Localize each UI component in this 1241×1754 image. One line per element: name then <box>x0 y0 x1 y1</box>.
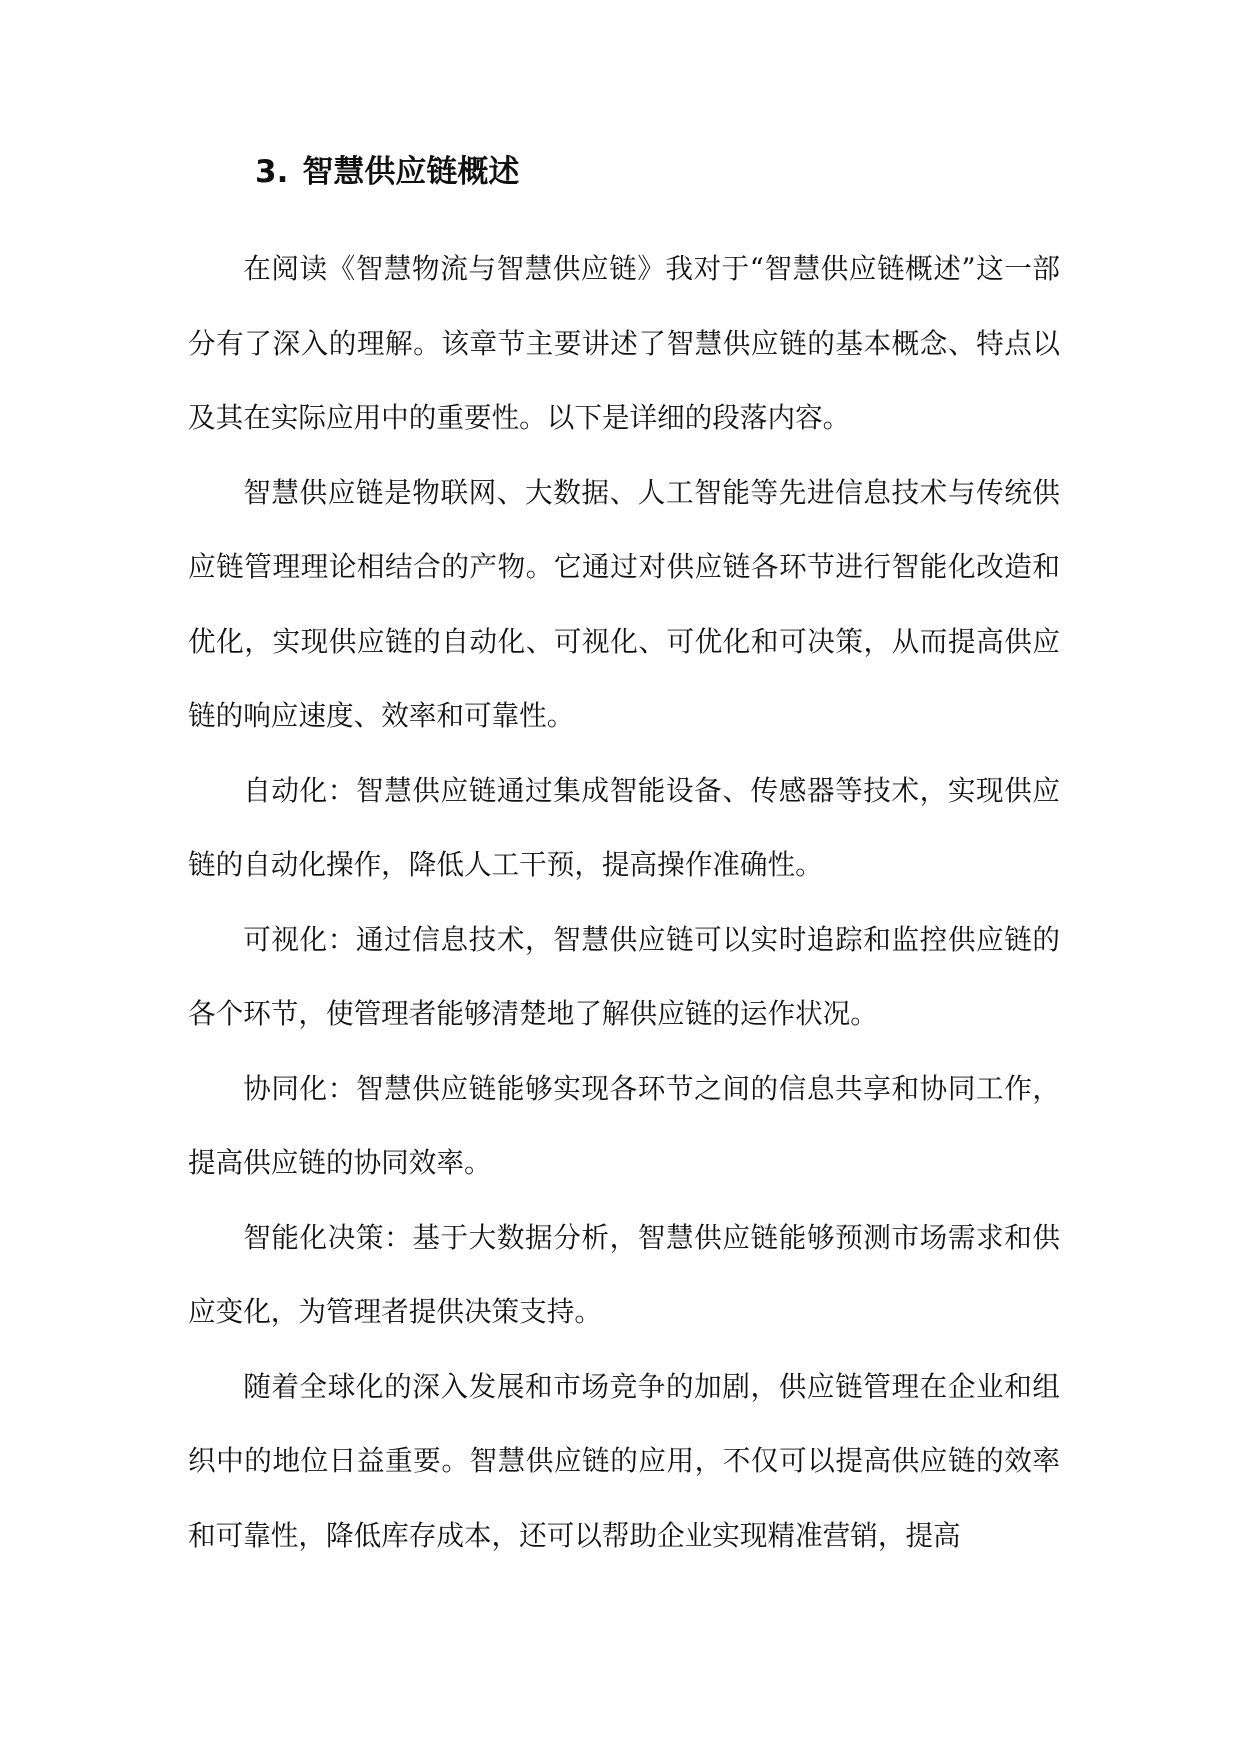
body-text <box>188 232 1060 1573</box>
paragraph-visualization: 可视化：通过信息技术，智慧供应链可以实时追踪和监控供应链的各个环节，使管理者能够清楚地了解供应链的运作状况。 <box>188 922 1060 1030</box>
paragraph-automation: 自动化：智慧供应链通过集成智能设备、传感器等技术，实现供应链的自动化操作，降低人工干预，提高操作准确性。 <box>188 773 1060 881</box>
section-title: 智慧供应链概述 <box>302 154 520 190</box>
paragraph-intro: 在阅读《智慧物流与智慧供应链》我对于“智慧供应链概述”这一部分有了深入的理解。该章节主要讲述了智慧供应链的基本概念、特点以及其在实际应用中的重要性。以下是详细的段落内容。 <box>188 252 1060 434</box>
paragraph-definition: 智慧供应链是物联网、大数据、人工智能等先进信息技术与传统供应链管理理论相结合的产物。它通过对供应链各环节进行智能化改造和优化，实现供应链的自动化、可视化、可优化和可决策，从而提高供应链的响应速度、效率和可靠性。 <box>188 475 1060 732</box>
paragraph-intelligent-decision: 智能化决策：基于大数据分析，智慧供应链能够预测市场需求和供应变化，为管理者提供决策支持。 <box>188 1220 1060 1328</box>
paragraph-importance: 随着全球化的深入发展和市场竞争的加剧，供应链管理在企业和组织中的地位日益重要。智慧供应链的应用，不仅可以提高供应链的效率和可靠性，降低库存成本，还可以帮助企业实现精准营销，提高 <box>188 1369 1060 1552</box>
section-heading <box>255 150 519 194</box>
section-number: 3. <box>255 154 289 190</box>
paragraph-collaboration: 协同化：智慧供应链能够实现各环节之间的信息共享和协同工作，提高供应链的协同效率。 <box>188 1071 1060 1179</box>
